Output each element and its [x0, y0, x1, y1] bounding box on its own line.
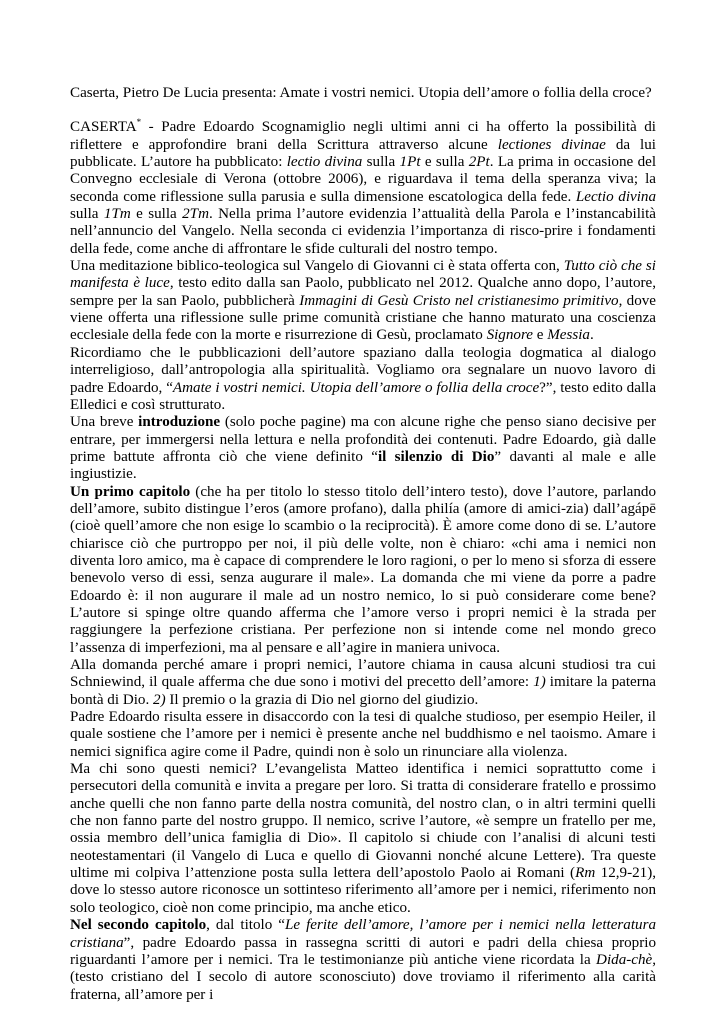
text-run: , testo edito dalla san Paolo, pubblicato nel 2012. Qualche anno dopo, l’autore, sempre per la san Paolo, pubblicherà: [70, 275, 656, 309]
text-run: 1Tm: [103, 206, 131, 223]
text-run: 2): [153, 691, 166, 708]
text-run: Amate i vostri nemici. Utopia dell’amore o follia della croce: [172, 379, 540, 396]
text-run: lectiones divinae: [497, 136, 606, 153]
text-run: CASERTA: [70, 119, 137, 136]
text-run: 1): [533, 674, 546, 691]
text-run: Il premio o la grazia di Dio nel giorno del giudizio.: [165, 691, 479, 708]
footnote-marker: *: [136, 117, 142, 128]
article-body: [70, 119, 656, 1004]
paragraph: [70, 657, 656, 709]
text-run: , (testo cristiano del I secolo di autore sconosciuto) dove troviamo il riferimento alla carità fraterna, all’amore per i: [70, 951, 656, 1003]
paragraph: [70, 484, 656, 657]
paragraph: [70, 258, 656, 345]
text-run: Rm: [575, 865, 596, 882]
paragraph: [70, 761, 656, 917]
text-run: e: [532, 327, 548, 344]
text-run: Le ferite dell’amore, l’amore per i nemici nella letteratura cristiana: [70, 917, 656, 951]
text-run: e sulla: [420, 154, 469, 171]
text-run: introduzione: [138, 414, 221, 431]
text-run: imitare la paterna bontà di Dio.: [70, 674, 656, 708]
text-run: e sulla: [130, 206, 183, 223]
text-run: , dal titolo “: [206, 917, 285, 934]
text-run: . Nella prima l’autore evidenzia l’attualità della Parola e l’instancabilità nell’annuncio del Vangelo. Nella seconda ci evidenzia l’importanza di risco-prire i fondamenti della fede, come anche di affrontare le sfide culturali del nostro tempo.: [70, 206, 656, 257]
text-run: Nel secondo capitolo: [70, 917, 207, 934]
text-run: ” davanti al male e alle ingiustizie.: [70, 448, 656, 483]
article-title: Caserta, Pietro De Lucia presenta: Amate i vostri nemici. Utopia dell’amore o follia della croce?: [70, 85, 652, 101]
text-run: 2Pt: [468, 154, 490, 171]
text-run: Alla domanda perché amare i propri nemici, l’autore chiama in causa alcuni studiosi tra cui Schniewind, il quale afferma che due sono i motivi del precetto dell’amore:: [70, 657, 656, 691]
text-run: Lectio divina: [575, 188, 656, 205]
text-run: . La prima in occasione del Convegno ecclesiale di Verona (ottobre 2006), e riguardava il tema della speranza viva; la seconda come riflessione sulla parusia e sulla dimensione escatologica della fede.: [70, 154, 657, 205]
text-run: da lui pubblicate. L’autore ha pubblicato:: [70, 136, 656, 171]
text-run: Un primo capitolo: [70, 483, 191, 500]
paragraph: [70, 414, 656, 483]
text-run: Una breve: [70, 414, 139, 431]
text-run: - Padre Edoardo Scognamiglio negli ultimi anni ci ha offerto la possibilità di riflettere e approfondire brani della Scrittura attraverso alcune: [70, 119, 656, 153]
text-run: lectio divina: [286, 154, 363, 171]
paragraph: [70, 709, 656, 761]
text-run: 2Tm: [182, 206, 209, 223]
text-run: (solo poche pagine) ma con alcune righe che penso siano decisive per entrare, per immergersi nella lettura e nella profondità dei contenuti. Padre Edoardo, già dalle prime battute affronta ciò che viene definito “: [70, 414, 656, 465]
text-run: .: [589, 327, 594, 344]
text-run: 12,9-21), dove lo stesso autore riconosce un sottinteso riferimento all’amore per i nemici, riferimento non solo teologico, cioè non come principio, ma anche etico.: [70, 865, 657, 916]
text-run: ?”, testo edito dalla Elledici e così strutturato.: [70, 379, 657, 413]
text-run: ”, padre Edoardo passa in rassegna scritti di autori e padri della chiesa proprio riguardanti l’amore per i nemici. Tra le testimonianze più antiche viene ricordata la: [70, 934, 656, 968]
text-run: , dove viene offerta una riflessione sulle prime comunità cristiane che hanno maturato una coscienza ecclesiale della fede con la morte e risurrezione di Gesù, proclamato: [70, 292, 657, 344]
text-run: Ricordiamo che le pubblicazioni dell’autore spaziano dalla teologia dogmatica al dialogo interreligioso, dall’antropologia alla spiritualità. Vogliamo ora segnalare un nuovo lavoro di padre Edoardo, “: [70, 344, 656, 396]
paragraph: [70, 917, 656, 1004]
paragraph: [70, 345, 656, 414]
paragraph: [70, 119, 656, 258]
text-run: sulla: [362, 154, 400, 171]
document-page: [70, 85, 656, 1004]
text-run: Dida-chè: [596, 951, 653, 968]
text-run: Tutto ciò che si manifesta è luce: [70, 258, 656, 292]
text-run: (che ha per titolo lo stesso titolo dell’intero testo), dove l’autore, parlando dell’amore, subito distingue l’eros (amore profano), dalla philía (amore di amici-zia) dall’agápē (cioè quell’amore che non esige lo scambio o la reciprocità). È amore come dono di se. L’autore chiarisce ciò che purtroppo per noi, il più delle volte, non è chiaro: «chi ama i nemici non diventa loro amico, ma è capace di comprendere le loro ragioni, o per lo meno si sforza di essere benevolo verso di essi, senza augurare il male». La domanda che mi viene da porre a padre Edoardo è: il non augurare il male ad un nostro nemico, lo si può considerare come bene? L’autore si spinge oltre quando afferma che l’amore verso i propri nemici è la strada per raggiungere la perfezione cristiana. Per perfezione non si intende come nel mondo greco l’assenza di imperfezioni, ma al pensare e all’agire in maniera univoca.: [70, 483, 656, 656]
text-run: sulla: [70, 206, 104, 223]
text-run: Padre Edoardo risulta essere in disaccordo con la tesi di qualche studioso, per esempio Heiler, il quale sostiene che l’amore per i nemici è presente anche nel buddhismo e nel taoismo. Amare i nemici significa agire come il Padre, quindi non è solo un rinunciare alla violenza.: [70, 709, 656, 760]
text-run: Signore: [486, 327, 533, 344]
text-run: il silenzio di Dio: [377, 448, 495, 465]
text-run: 1Pt: [399, 154, 421, 171]
text-run: Una meditazione biblico-teologica sul Vangelo di Giovanni ci è stata offerta con,: [70, 258, 564, 275]
text-run: Ma chi sono questi nemici? L’evangelista Matteo identifica i nemici soprattutto come i persecutori della comunità e invita a pregare per loro. Si tratta di considerare fratello e prossimo anche quelli che non fanno parte della nostra comunità, del nostro clan, o in altri termini quelli che non fanno parte del nostro gruppo. Il nemico, scrive l’autore, «è sempre un fratello per me, ossia membro dell’unica famiglia di Dio». Il capitolo si chiude con l’analisi di alcuni testi neotestamentari (il Vangelo di Luca e quello di Giovanni nonché alcune Lettere). Tra queste ultime mi colpiva l’attenzione posta sulla lettera dell’apostolo Paolo ai Romani (: [70, 761, 656, 882]
text-run: Immagini di Gesù Cristo nel cristianesimo primitivo: [299, 292, 619, 309]
text-run: Messia: [547, 327, 590, 344]
